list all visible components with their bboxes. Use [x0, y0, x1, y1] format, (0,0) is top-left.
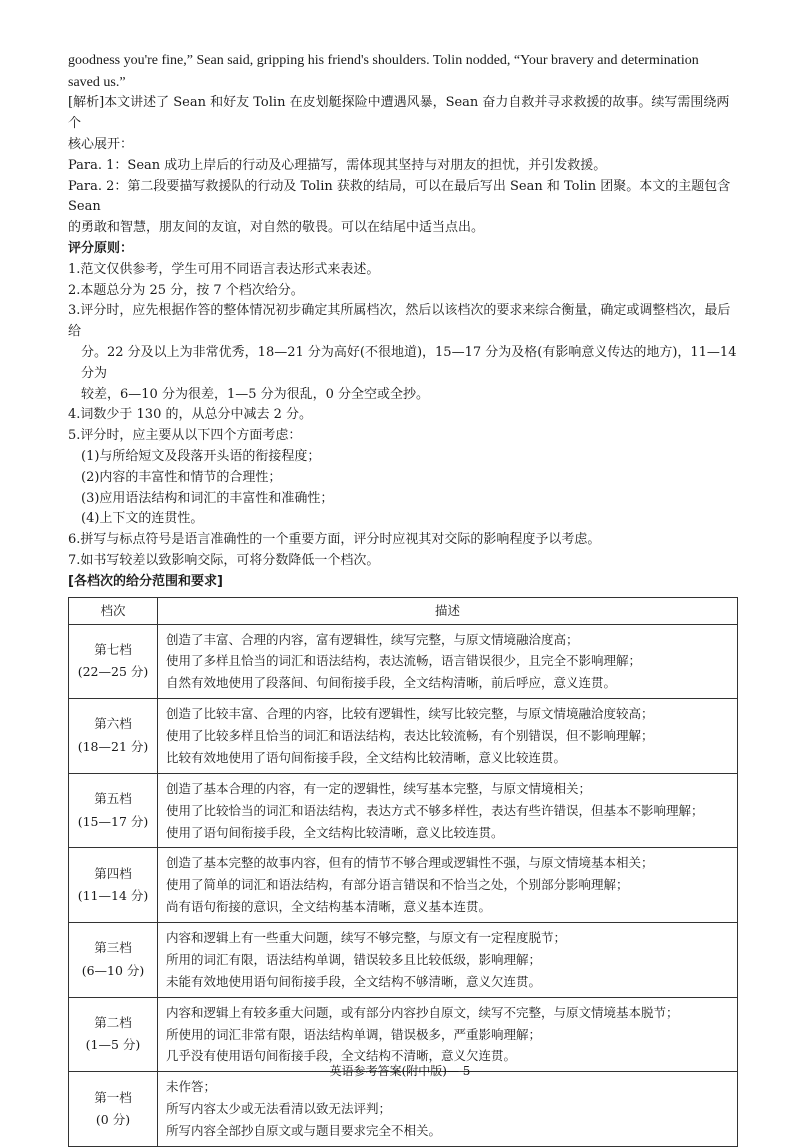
grade-description-line: 创造了比较丰富、合理的内容，比较有逻辑性，续写比较完整，与原文情境融洽度较高； [166, 706, 654, 722]
principle-5-sub-4: (4)上下文的连贯性。 [81, 511, 204, 527]
grade-row-6 [69, 699, 738, 774]
grade-level-name: 第五档 [94, 791, 132, 807]
grade-level-range: (6—10 分) [81, 962, 145, 978]
grade-level-cell [69, 624, 158, 699]
grade-description-line: 内容和逻辑上有较多重大问题，或有部分内容抄自原文，续写不完整，与原文情境基本脱节； [166, 1004, 679, 1020]
continuation-line-1: goodness you're fine,” Sean said, gripping his friend's shoulders. Tolin nodded, “Your bravery and determination [68, 53, 699, 68]
grade-description-line: 所写内容全部抄自原文或与题目要求完全不相关。 [166, 1123, 442, 1138]
grade-level-cell [69, 773, 158, 848]
grade-description-line: 使用了简单的词汇和语法结构，有部分语言错误和不恰当之处，个别部分影响理解； [166, 877, 629, 893]
page-content [68, 50, 738, 1147]
principle-2: 2.本题总分为 25 分，按 7 个档次给分。 [68, 282, 304, 298]
grade-description-cell [158, 773, 738, 848]
grade-description-cell [158, 997, 738, 1072]
grade-row-1 [69, 1072, 738, 1147]
grade-level-name: 第三档 [94, 940, 132, 956]
grade-description-cell [158, 848, 738, 923]
principle-3-line-1: 3.评分时，应先根据作答的整体情况初步确定其所属档次，然后以该档次的要求来综合衡量，确定或调整档次，最后给 [68, 303, 731, 340]
grade-level-name: 第二档 [94, 1014, 132, 1030]
grade-table-caption: [各档次的给分范围和要求] [68, 573, 223, 589]
grade-level-range: (22—25 分) [77, 664, 149, 680]
analysis-para-1: Para. 1：Sean 成功上岸后的行动及心理描写，需体现其坚持与对朋友的担忧，并引发救援。 [68, 157, 607, 173]
continuation-line-2: saved us.” [68, 74, 126, 90]
analysis-line-2: 核心展开： [68, 136, 134, 152]
principle-5-sub-2: (2)内容的丰富性和情节的合理性； [81, 469, 282, 485]
principle-4: 4.词数少于 130 的，从总分中减去 2 分。 [68, 407, 313, 423]
grade-description-cell [158, 699, 738, 774]
page-footer: 英语参考答案(附中版)— 5 [329, 1064, 471, 1078]
grade-description-line: 未作答； [166, 1079, 217, 1095]
grade-description-line: 创造了基本完整的故事内容，但有的情节不够合理或逻辑性不强，与原文情境基本相关； [166, 855, 654, 871]
grade-level-cell [69, 1072, 158, 1147]
principle-5-sub-1: (1)与所给短文及段落开头语的衔接程度； [81, 448, 321, 464]
grade-level-cell [69, 699, 158, 774]
grade-level-name: 第四档 [94, 865, 132, 881]
grade-level-range: (0 分) [95, 1112, 131, 1128]
grade-description-line: 创造了丰富、合理的内容，富有逻辑性，续写完整，与原文情境融洽度高； [166, 631, 579, 647]
grade-description-cell [158, 624, 738, 699]
grade-description-line: 使用了比较多样且恰当的词汇和语法结构，表达比较流畅，有个别错误，但不影响理解； [166, 728, 654, 743]
grade-description-line: 所使用的词汇非常有限，语法结构单调，错误极多，严重影响理解； [166, 1026, 542, 1042]
grade-description-line: 几乎没有使用语句间衔接手段，全文结构不清晰，意义欠连贯。 [166, 1048, 517, 1064]
grade-description-line: 未能有效地使用语句间衔接手段，全文结构不够清晰，意义欠连贯。 [166, 973, 542, 989]
principle-1: 1.范文仅供参考，学生可用不同语言表达形式来表述。 [68, 261, 380, 277]
principle-3-line-3: 较差，6—10 分为很差，1—5 分为很乱，0 分全空或全抄。 [81, 386, 430, 402]
grade-description-cell [158, 1072, 738, 1147]
grade-table-header [69, 597, 738, 624]
analysis-line-1: [解析]本文讲述了 Sean 和好友 Tolin 在皮划艇探险中遭遇风暴，Sean 奋力自救并寻求救援的故事。续写需围绕两个 [68, 95, 730, 132]
grade-description-line: 自然有效地使用了段落间、句间衔接手段，全文结构清晰，前后呼应，意义连贯。 [166, 675, 617, 691]
grade-row-7 [69, 624, 738, 699]
principle-5-sub-3: (3)应用语法结构和词汇的丰富性和准确性； [81, 490, 334, 506]
grade-level-name: 第七档 [94, 641, 132, 657]
grade-row-4 [69, 848, 738, 923]
grade-description-line: 所用的词汇有限，语法结构单调，错误较多且比较低级，影响理解； [166, 951, 542, 967]
grade-row-2 [69, 997, 738, 1072]
principle-3-line-2: 分。22 分及以上为非常优秀，18—21 分为高好(不很地道)，15—17 分为及格(有影响意义传达的地方)，11—14 分为 [81, 344, 737, 381]
grade-level-name: 第一档 [94, 1089, 132, 1105]
grade-description-line: 内容和逻辑上有一些重大问题，续写不够完整，与原文有一定程度脱节； [166, 930, 567, 945]
grade-description-line: 比较有效地使用了语句间衔接手段，全文结构比较清晰，意义比较连贯。 [166, 749, 567, 765]
grade-description-line: 使用了多样且恰当的词汇和语法结构，表达流畅，语言错误很少，且完全不影响理解； [166, 653, 642, 669]
grade-level-range: (18—21 分) [77, 738, 149, 754]
analysis-para-2-line-2: 的勇敢和智慧，朋友间的友谊，对自然的敬畏。可以在结尾中适当点出。 [68, 220, 485, 236]
header-level: 档次 [69, 597, 158, 624]
grade-description-line: 所写内容太少或无法看清以致无法评判； [166, 1101, 392, 1117]
grade-description-line: 使用了比较恰当的词汇和语法结构，表达方式不够多样性，表达有些许错误，但基本不影响理解； [166, 802, 704, 818]
grade-level-range: (1—5 分) [85, 1037, 141, 1053]
grade-level-name: 第六档 [94, 716, 132, 732]
analysis-para-2-line-1: Para. 2：第二段要描写救援队的行动及 Tolin 获救的结局，可以在最后写出 Sean 和 Tolin 团聚。本文的主题包含 Sean [68, 178, 731, 215]
grade-level-range: (15—17 分) [77, 813, 149, 829]
grade-description-line: 创造了基本合理的内容，有一定的逻辑性，续写基本完整，与原文情境相关； [166, 780, 592, 796]
principle-5: 5.评分时，应主要从以下四个方面考虑： [68, 428, 302, 444]
grade-description-line: 使用了语句间衔接手段，全文结构比较清晰，意义比较连贯。 [166, 824, 504, 840]
grade-row-3 [69, 923, 738, 998]
principle-6: 6.拼写与标点符号是语言准确性的一个重要方面，评分时应视其对交际的影响程度予以考虑。 [68, 532, 601, 548]
scoring-principles-title: 评分原则： [68, 240, 134, 256]
grade-description-line: 尚有语句衔接的意识，全文结构基本清晰，意义基本连贯。 [166, 899, 492, 915]
grade-level-cell [69, 848, 158, 923]
grade-level-range: (11—14 分) [77, 888, 149, 904]
principle-7: 7.如书写较差以致影响交际，可将分数降低一个档次。 [68, 552, 380, 568]
grade-description-cell [158, 923, 738, 998]
header-description: 描述 [158, 597, 738, 624]
grade-level-cell [69, 923, 158, 998]
grade-row-5 [69, 773, 738, 848]
grade-level-cell [69, 997, 158, 1072]
